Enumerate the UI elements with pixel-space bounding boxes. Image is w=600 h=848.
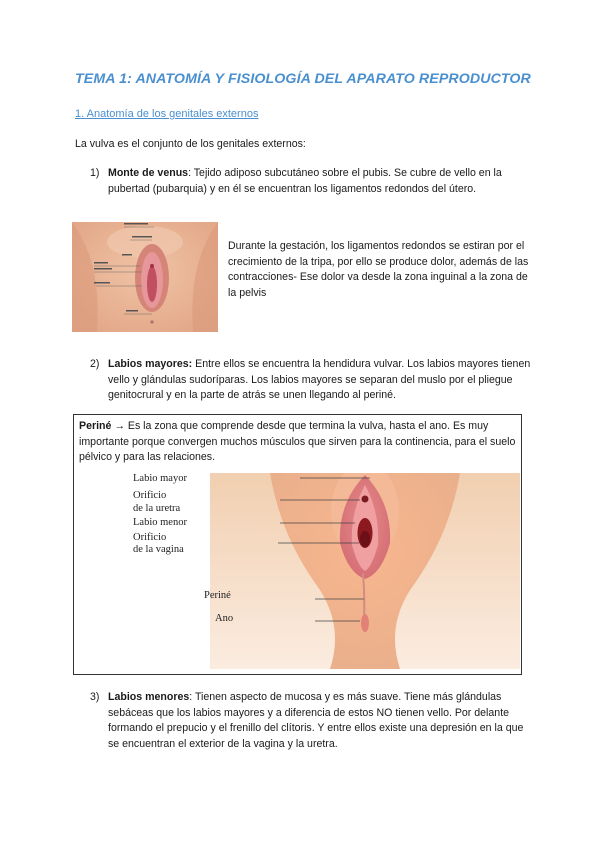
side-note: Durante la gestación, los ligamentos redondos se estiran por el crecimiento de la tripa, por ello se produce dolor, además de las contracciones- Ese dolor va desde la zona inguinal a la zona de la pelvis <box>228 240 529 299</box>
term-separator: : <box>188 167 194 179</box>
definition: Tienen aspecto de mucosa y es más suave. Tiene más glándulas sebáceas que los labios mayores y a diferencia de estos NO tienen vello. Por delante formando el prepucio y el frenillo del clítoris. Y entre ellos existe una depresión en la que se encuentran el exterior de la vagina y la uretra. <box>108 691 524 750</box>
term-separator: : <box>189 691 195 703</box>
page-title: TEMA 1: ANATOMÍA Y FISIOLOGÍA DEL APARATO REPRODUCTOR <box>75 71 531 87</box>
list-number: 3) <box>90 691 100 703</box>
vulva-illustration-large <box>210 473 520 669</box>
label-orificio-vagina: Orificio <box>133 532 167 543</box>
term: Labios mayores: <box>108 358 193 370</box>
definition: Es la zona que comprende desde que termina la vulva, hasta el ano. Es muy importante porque convergen muchos músculos que sirven para la continencia, para el suelo pélvico y para las relaciones. <box>79 420 516 463</box>
perine-box <box>73 414 522 675</box>
perine-text <box>79 419 517 466</box>
label-perine: Periné <box>204 590 231 601</box>
definition: Entre ellos se encuentra la hendidura vulvar. Los labios mayores tienen vello y glándulas sudoríparas. Los labios mayores se separan del muslo por el pliegue genitocrural y en la parte de atrás se unen llegando al periné. <box>108 358 531 401</box>
term: Periné <box>79 420 112 432</box>
list-item-labios-mayores <box>90 357 530 405</box>
label-labio-menor: Labio menor <box>133 517 187 528</box>
list-item-text <box>108 690 532 752</box>
label-orificio-uretra-2: de la uretra <box>133 503 181 514</box>
label-orificio-uretra: Orificio <box>133 490 167 501</box>
list-item-monte-venus <box>90 166 530 198</box>
vulva-illustration-small <box>72 222 218 332</box>
list-number: 1) <box>90 167 100 179</box>
list-item-labios-menores <box>90 690 530 754</box>
definition: Tejido adiposo subcutáneo sobre el pubis. Se cubre de vello en la pubertad (pubarquia) y en él se encuentran los ligamentos redondos del útero. <box>108 167 502 195</box>
term: Labios menores <box>108 691 190 703</box>
label-ano: Ano <box>215 613 234 624</box>
term: Monte de venus <box>108 167 189 179</box>
section-heading: 1. Anatomía de los genitales externos <box>75 108 259 120</box>
arrow-icon: → <box>111 420 128 432</box>
label-labio-mayor: Labio mayor <box>133 473 187 484</box>
list-item-text <box>108 166 532 197</box>
intro-paragraph: La vulva es el conjunto de los genitales externos: <box>75 138 306 150</box>
list-item-text <box>108 357 532 404</box>
label-orificio-vagina-2: de la vagina <box>133 544 184 555</box>
list-number: 2) <box>90 358 100 370</box>
